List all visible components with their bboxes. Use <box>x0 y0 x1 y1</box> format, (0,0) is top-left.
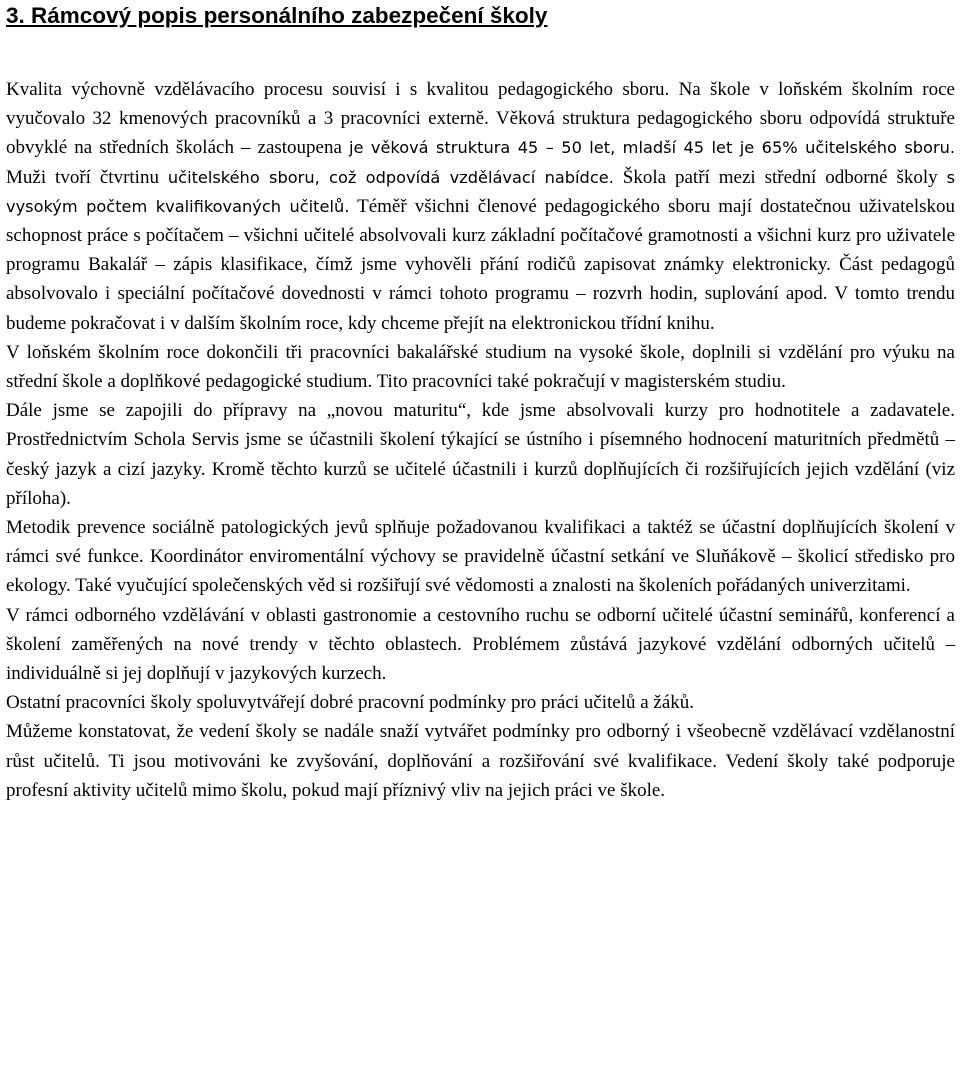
text-span: Metodik prevence sociálně patologických jevů splňuje požadovanou kvalifikaci a taktéž se účastní doplňujících školení v rámci své funkce. Koordinátor enviromentální výchovy se pravidelně účastní setkání ve Sluňákově – školicí středisko pro ekology. Také vyučující společenských věd si rozšiřují své vědomosti a znalosti na školeních pořádaných univerzitami. <box>6 517 955 597</box>
paragraph-conclusion <box>6 717 955 805</box>
text-span: učitelského sboru, což odpovídá vzdělávací nabídce. <box>167 167 614 187</box>
paragraph-studies <box>6 338 955 396</box>
text-span: Dále jsme se zapojili do přípravy na „novou maturitu“, kde jsme absolvovali kurzy pro hodnotitele a zadavatele. Prostřednictvím Schola Servis jsme se účastnili školení týkající se ústního i písemného hodnocení maturitních předmětů – český jazyk a cizí jazyky. Kromě těchto kurzů se učitelé účastnili i kurzů doplňujících či rozšiřujících jejich vzdělání (viz příloha). <box>6 400 955 509</box>
document-body <box>6 75 955 805</box>
text-span: Kvalita výchovně vzdělávacího procesu souvisí i s kvalitou pedagogického sboru. Na škole v loňském školním roce vyučovalo 32 kmenových pracovníků a 3 pracovníci externě. Věková struktura pedagogického sboru odpovídá struktuře obvyklé na středních školách – zastoupena <box>6 79 955 159</box>
text-span: Ostatní pracovníci školy spoluvytvářejí dobré pracovní podmínky pro práci učitelů a žáků. <box>6 692 695 714</box>
text-span: V rámci odborného vzdělávání v oblasti gastronomie a cestovního ruchu se odborní učitelé účastní seminářů, konferencí a školení zaměřených na nové trendy v těchto oblastech. Problémem zůstává jazykové vzdělání odborných učitelů – individuálně si jej doplňují v jazykových kurzech. <box>6 604 955 685</box>
text-span: Téměř všichni členové pedagogického sboru mají dostatečnou uživatelskou schopnost práce s počítačem – všichni učitelé absolvovali kurz základní počítačové gramotnosti a všichni kurz pro uživatele programu Bakalář – zápis klasifikace, čímž jsme vyhověli přání rodičů zapisovat známky elektronicky. Část pedagogů absolvovalo i speciální počítačové dovednosti v rámci tohoto programu – rozvrh hodin, suplování apod. V tomto trendu budeme pokračovat i v dalším školním roce, kdy chceme přejít na elektronickou třídní knihu. <box>6 195 955 334</box>
paragraph-staff-overview <box>6 75 955 338</box>
paragraph-other-staff <box>6 688 955 717</box>
paragraph-gastronomy <box>6 601 955 689</box>
text-span: je věková struktura 45 – 50 let, mladší 45 let je 65% učitelského sboru. <box>348 138 956 158</box>
text-span: V loňském školním roce dokončili tři pracovníci bakalářské studium na vysoké škole, doplnili si vzdělání pro výuku na střední škole a doplňkové pedagogické studium. Tito pracovníci také pokračují v magisterském studiu. <box>6 341 955 393</box>
paragraph-maturita <box>6 396 955 513</box>
text-span: Škola patří mezi střední odborné školy <box>613 166 947 188</box>
section-heading: 3. Rámcový popis personálního zabezpečení školy <box>6 3 548 28</box>
paragraph-prevention <box>6 513 955 601</box>
text-span: s vysokým počtem kvalifikovaných učitelů. <box>6 167 955 216</box>
text-span: Můžeme konstatovat, že vedení školy se nadále snaží vytvářet podmínky pro odborný i všeobecně vzdělávací vzdělanostní růst učitelů. Ti jsou motivováni ke zvyšování, doplňování a rozšiřování své kvalifikace. Vedení školy také podporuje profesní aktivity učitelů mimo školu, pokud mají příznivý vliv na jejich práci ve škole. <box>6 721 955 801</box>
text-span: Muži tvoří čtvrtinu <box>6 166 168 188</box>
document-page <box>6 0 955 805</box>
